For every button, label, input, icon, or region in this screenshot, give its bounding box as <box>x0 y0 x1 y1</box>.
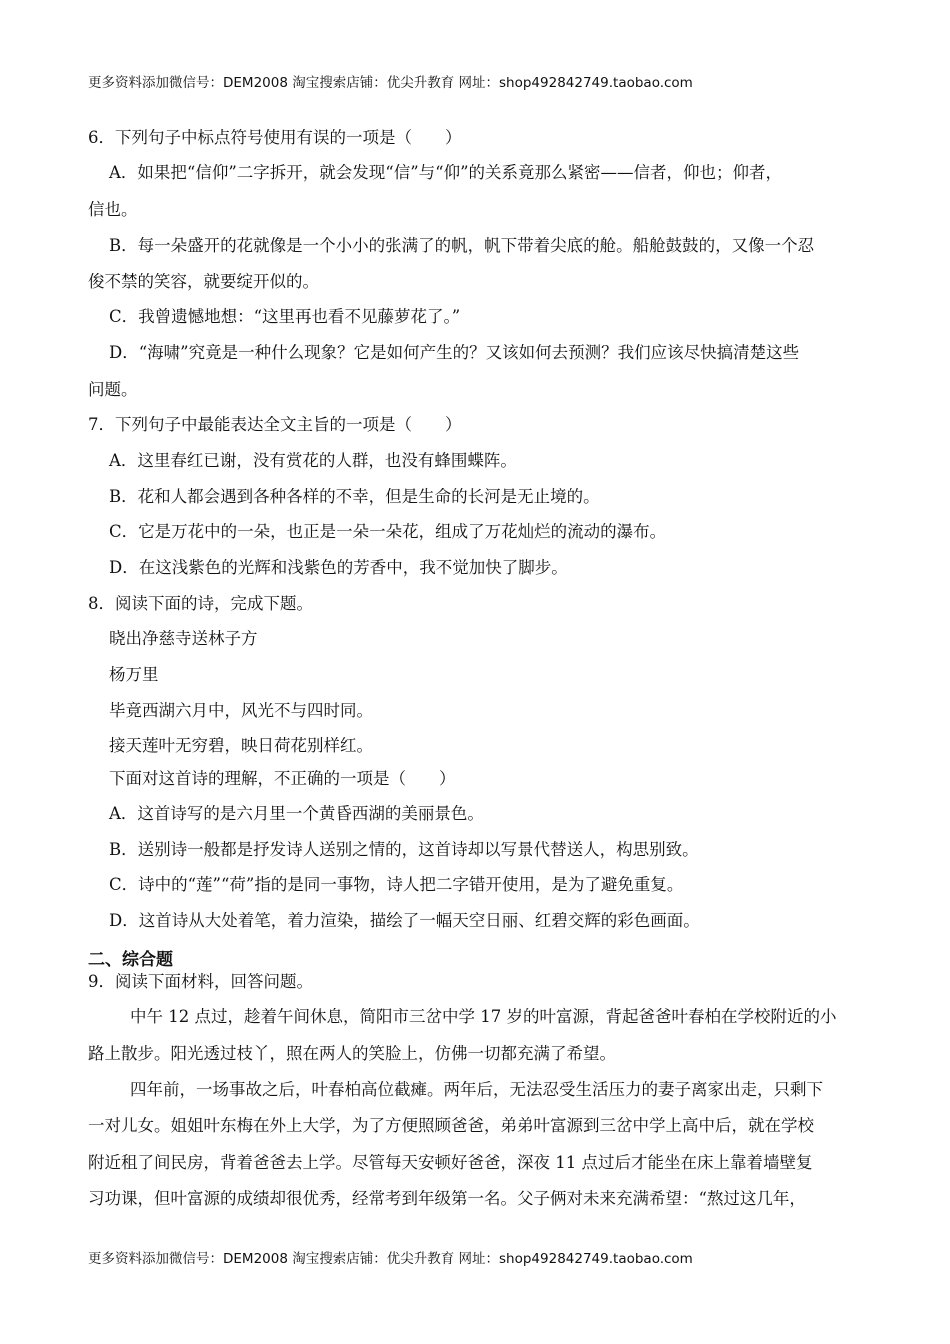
poem-line-2: 接天莲叶无穷碧，映日荷花别样红。 <box>109 736 373 755</box>
poem-line-1: 毕竟西湖六月中，风光不与四时同。 <box>109 701 373 720</box>
q8-option-b: B．送别诗一般都是抒发诗人送别之情的，这首诗却以写景代替送人，构思别致。 <box>109 840 699 859</box>
q9-para2-line2: 一对儿女。姐姐叶东梅在外上大学，为了方便照顾爸爸，弟弟叶富源到三岔中学上高中后，就在学校 <box>88 1116 814 1135</box>
q8-option-a: A．这首诗写的是六月里一个黄昏西湖的美丽景色。 <box>109 804 484 823</box>
q6-option-d-line1: D．“海啸”究竟是一种什么现象？它是如何产生的？又该如何去预测？我们应该尽快搞清楚这些 <box>109 343 800 362</box>
q9-stem: 9．阅读下面材料，回答问题。 <box>88 972 313 991</box>
q8-option-c: C．诗中的“莲”“荷”指的是同一事物，诗人把二字错开使用，是为了避免重复。 <box>109 875 684 894</box>
q6-option-b-line1: B．每一朵盛开的花就像是一个小小的张满了的帆，帆下带着尖底的舱。船舱鼓鼓的，又像一个忍 <box>109 236 815 255</box>
q6-option-c: C．我曾遗憾地想：“这里再也看不见藤萝花了。” <box>109 307 461 326</box>
section-title-comprehensive: 二、综合题 <box>88 950 173 970</box>
q7-option-d: D．在这浅紫色的光辉和浅紫色的芳香中，我不觉加快了脚步。 <box>109 558 568 577</box>
q7-option-c: C．它是万花中的一朵，也正是一朵一朵花，组成了万花灿烂的流动的瀑布。 <box>109 522 667 541</box>
q8-stem: 8．阅读下面的诗，完成下题。 <box>88 594 313 613</box>
q9-para2-line3: 附近租了间民房，背着爸爸去上学。尽管每天安顿好爸爸，深夜 11 点过后才能坐在床上靠着墙壁复 <box>88 1153 813 1172</box>
q9-para2-line1: 四年前，一场事故之后，叶春柏高位截瘫。两年后，无法忍受生活压力的妻子离家出走，只剩下 <box>130 1080 823 1099</box>
q6-option-b-line2: 俊不禁的笑容，就要绽开似的。 <box>88 272 319 291</box>
q6-option-a-line1: A．如果把“信仰”二字拆开，就会发现“信”与“仰”的关系竟那么紧密——信者，仰也；仰者， <box>109 163 783 182</box>
q7-option-b: B．花和人都会遇到各种各样的不幸，但是生命的长河是无止境的。 <box>109 487 600 506</box>
page-header-banner: 更多资料添加微信号：DEM2008 淘宝搜索店铺：优尖升教育 网址：shop492842749.taobao.com <box>88 75 693 91</box>
poem-title: 晓出净慈寺送林子方 <box>109 629 258 648</box>
q9-para1-line1: 中午 12 点过，趁着午间休息，简阳市三岔中学 17 岁的叶富源，背起爸爸叶春柏在学校附近的小 <box>130 1007 837 1026</box>
q6-option-a-line2: 信也。 <box>88 200 138 219</box>
q9-para2-line4: 习功课，但叶富源的成绩却很优秀，经常考到年级第一名。父子俩对未来充满希望：“熬过这几年， <box>88 1189 806 1208</box>
poem-author: 杨万里 <box>109 665 159 684</box>
q8-question: 下面对这首诗的理解，不正确的一项是（ ） <box>109 769 456 788</box>
q6-stem: 6．下列句子中标点符号使用有误的一项是（ ） <box>88 128 462 147</box>
q8-option-d: D．这首诗从大处着笔，着力渲染，描绘了一幅天空日丽、红碧交辉的彩色画面。 <box>109 911 700 930</box>
page-footer-banner: 更多资料添加微信号：DEM2008 淘宝搜索店铺：优尖升教育 网址：shop492842749.taobao.com <box>88 1251 693 1267</box>
q9-para1-line2: 路上散步。阳光透过枝丫，照在两人的笑脸上，仿佛一切都充满了希望。 <box>88 1044 616 1063</box>
q7-option-a: A．这里春红已谢，没有赏花的人群，也没有蜂围蝶阵。 <box>109 451 517 470</box>
q7-stem: 7．下列句子中最能表达全文主旨的一项是（ ） <box>88 415 462 434</box>
q6-option-d-line2: 问题。 <box>88 380 138 399</box>
